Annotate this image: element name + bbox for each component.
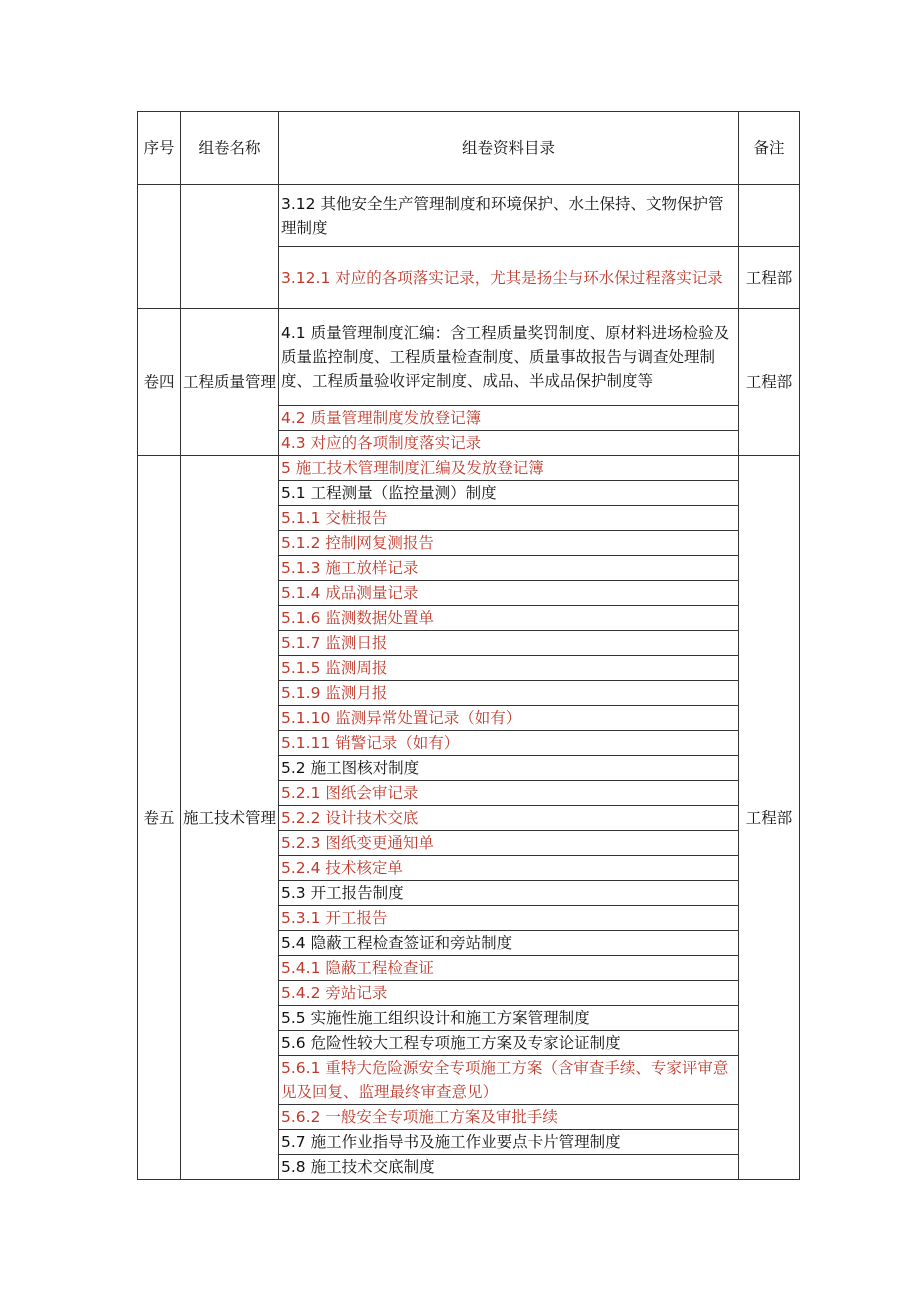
catalog-item: 4.2 质量管理制度发放登记簿 — [279, 406, 739, 431]
header-row — [138, 112, 800, 185]
catalog-item: 5.6 危险性较大工程专项施工方案及专家论证制度 — [279, 1031, 739, 1056]
group4-name: 工程质量管理 — [181, 309, 279, 456]
catalog-item: 5.1.7 监测日报 — [279, 631, 739, 656]
catalog-item: 5.1.4 成品测量记录 — [279, 581, 739, 606]
header-note: 备注 — [739, 112, 800, 185]
catalog-item: 5.2.2 设计技术交底 — [279, 806, 739, 831]
catalog-table — [137, 111, 800, 1180]
group3-note: 工程部 — [739, 247, 800, 309]
table-row — [138, 185, 800, 247]
catalog-item: 3.12 其他安全生产管理制度和环境保护、水土保持、文物保护管理制度 — [279, 185, 739, 247]
header-name: 组卷名称 — [181, 112, 279, 185]
catalog-item: 5.1.11 销警记录（如有） — [279, 731, 739, 756]
catalog-item: 4.3 对应的各项制度落实记录 — [279, 431, 739, 456]
table-row — [138, 309, 800, 406]
catalog-item: 5.7 施工作业指导书及施工作业要点卡片管理制度 — [279, 1130, 739, 1155]
catalog-item: 5.1.1 交桩报告 — [279, 506, 739, 531]
catalog-item: 5.3.1 开工报告 — [279, 906, 739, 931]
catalog-item: 5.1.9 监测月报 — [279, 681, 739, 706]
catalog-item: 5.2 施工图核对制度 — [279, 756, 739, 781]
catalog-item: 3.12.1 对应的各项落实记录，尤其是扬尘与环水保过程落实记录 — [279, 247, 739, 309]
catalog-item: 5.8 施工技术交底制度 — [279, 1155, 739, 1180]
catalog-item: 5.4 隐蔽工程检查签证和旁站制度 — [279, 931, 739, 956]
catalog-item: 5.6.1 重特大危险源安全专项施工方案（含审查手续、专家评审意见及回复、监理最终审查意见） — [279, 1056, 739, 1105]
catalog-item: 5.1.3 施工放样记录 — [279, 556, 739, 581]
catalog-item: 5.2.4 技术核定单 — [279, 856, 739, 881]
catalog-item: 5.2.3 图纸变更通知单 — [279, 831, 739, 856]
header-no: 序号 — [138, 112, 181, 185]
catalog-item: 5 施工技术管理制度汇编及发放登记簿 — [279, 456, 739, 481]
group5-no: 卷五 — [138, 456, 181, 1180]
catalog-item: 5.3 开工报告制度 — [279, 881, 739, 906]
catalog-item: 5.6.2 一般安全专项施工方案及审批手续 — [279, 1105, 739, 1130]
group4-no: 卷四 — [138, 309, 181, 456]
catalog-item: 5.4.2 旁站记录 — [279, 981, 739, 1006]
group4-note: 工程部 — [739, 309, 800, 456]
item-text: 4.1 质量管理制度汇编：含工程质量奖罚制度、原材料进场检验及质量监控制度、工程质量检查制度、质量事故报告与调查处理制度、工程质量验收评定制度、成品、半成品保护制度等 — [281, 324, 730, 390]
catalog-item: 5.1 工程测量（监控量测）制度 — [279, 481, 739, 506]
catalog-item: 5.1.2 控制网复测报告 — [279, 531, 739, 556]
catalog-item: 5.4.1 隐蔽工程检查证 — [279, 956, 739, 981]
catalog-item: 5.1.6 监测数据处置单 — [279, 606, 739, 631]
catalog-item — [279, 309, 739, 406]
group3-name-cell — [181, 185, 279, 309]
catalog-item: 5.5 实施性施工组织设计和施工方案管理制度 — [279, 1006, 739, 1031]
catalog-item: 5.1.5 监测周报 — [279, 656, 739, 681]
group3-note-empty — [739, 185, 800, 247]
header-catalog: 组卷资料目录 — [279, 112, 739, 185]
catalog-item: 5.2.1 图纸会审记录 — [279, 781, 739, 806]
group5-note: 工程部 — [739, 456, 800, 1180]
group5-name: 施工技术管理 — [181, 456, 279, 1180]
catalog-item: 5.1.10 监测异常处置记录（如有） — [279, 706, 739, 731]
table-row — [138, 456, 800, 481]
group3-no-cell — [138, 185, 181, 309]
